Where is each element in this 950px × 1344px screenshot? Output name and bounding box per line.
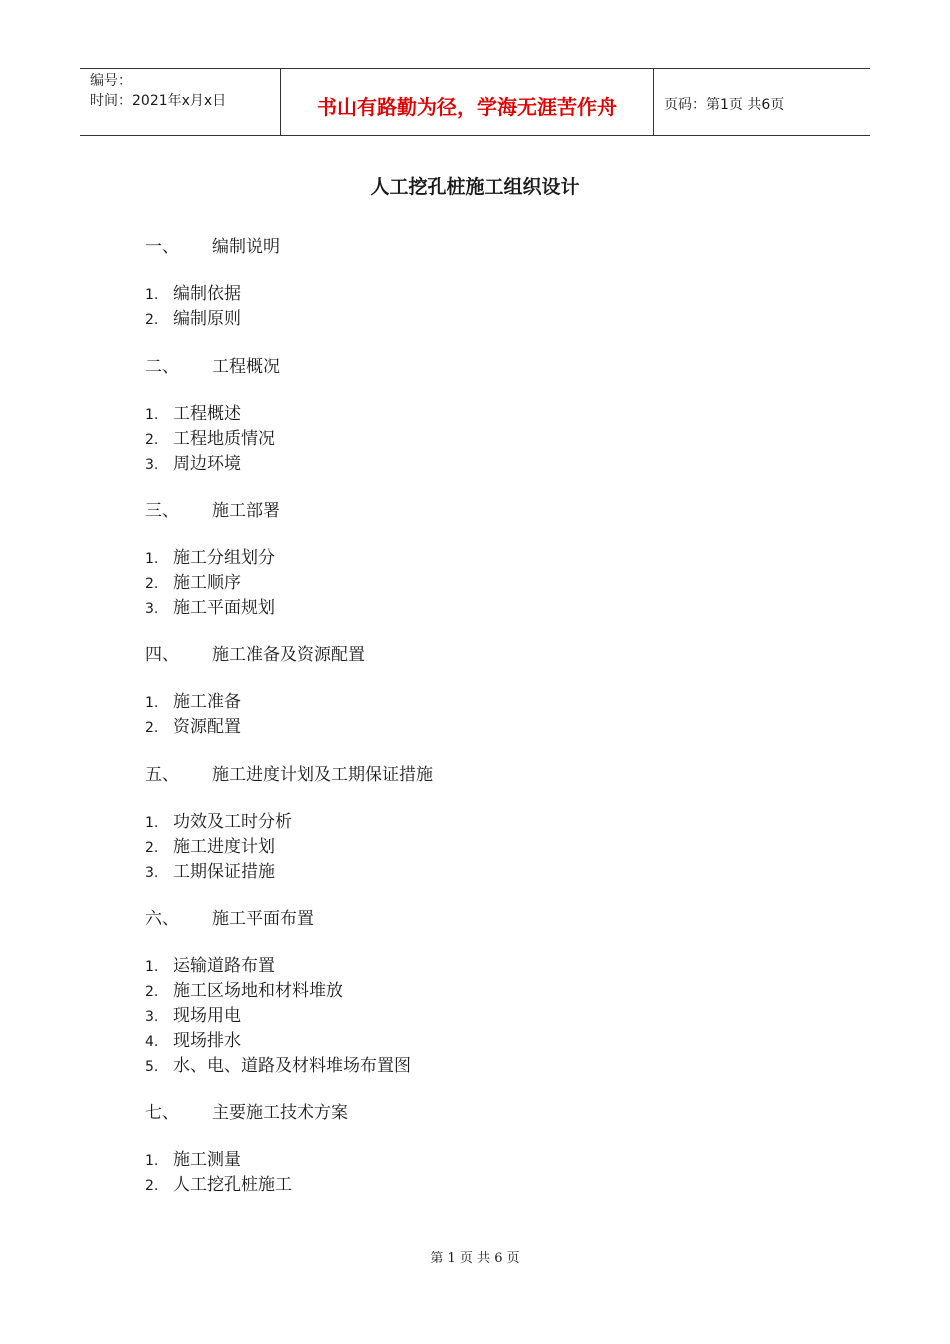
toc-item xyxy=(145,424,275,449)
toc-item-number: 3. xyxy=(145,601,159,617)
header-meta xyxy=(80,69,281,135)
toc-section xyxy=(145,640,365,665)
toc-item-number: 3. xyxy=(145,457,159,473)
toc-item-label: 施工区场地和材料堆放 xyxy=(173,981,343,1001)
toc-item xyxy=(145,1026,241,1051)
document-title: 人工挖孔桩施工组织设计 xyxy=(370,176,580,198)
toc-item-number: 2. xyxy=(145,840,159,856)
toc-item-label: 编制依据 xyxy=(173,284,241,304)
toc-item xyxy=(145,1145,241,1170)
toc-section xyxy=(145,760,433,785)
toc-section-label: 施工准备及资源配置 xyxy=(212,645,365,665)
toc-section xyxy=(145,496,280,521)
toc-item-label: 工程概述 xyxy=(173,404,241,424)
toc-item-number: 2. xyxy=(145,432,159,448)
toc-item xyxy=(145,304,241,329)
toc-section-label: 工程概况 xyxy=(212,357,280,377)
page-footer: 第 1 页 共 6 页 xyxy=(430,1251,520,1266)
toc-section-number: 五、 xyxy=(145,765,179,785)
toc-item-number: 5. xyxy=(145,1059,159,1075)
toc-item xyxy=(145,857,275,882)
toc-section-label: 编制说明 xyxy=(212,237,280,257)
toc-item-number: 1. xyxy=(145,959,159,975)
toc-section-number: 七、 xyxy=(145,1103,179,1123)
toc-item-number: 1. xyxy=(145,695,159,711)
toc-item xyxy=(145,543,275,568)
header-number-label: 编号： xyxy=(90,73,132,89)
toc-item xyxy=(145,951,275,976)
toc-item xyxy=(145,807,292,832)
toc-item-number: 4. xyxy=(145,1034,159,1050)
toc-item-number: 2. xyxy=(145,1178,159,1194)
toc-item-label: 工期保证措施 xyxy=(173,862,275,882)
toc-item-label: 运输道路布置 xyxy=(173,956,275,976)
header-page-label: 页码：第1页 共6页 xyxy=(664,97,785,113)
toc-item xyxy=(145,399,241,424)
toc-section-number: 一、 xyxy=(145,237,179,257)
toc-item xyxy=(145,712,241,737)
toc-item-number: 2. xyxy=(145,984,159,1000)
toc-section-label: 主要施工技术方案 xyxy=(212,1103,348,1123)
toc-item-label: 编制原则 xyxy=(173,309,241,329)
toc-item-label: 工程地质情况 xyxy=(173,429,275,449)
toc-item xyxy=(145,568,241,593)
toc-section-label: 施工进度计划及工期保证措施 xyxy=(212,765,433,785)
toc-item-label: 水、电、道路及材料堆场布置图 xyxy=(173,1056,411,1076)
toc-item-label: 周边环境 xyxy=(173,454,241,474)
toc-item-label: 施工测量 xyxy=(173,1150,241,1170)
toc-section-number: 四、 xyxy=(145,645,179,665)
header-time-label: 时间：2021年x月x日 xyxy=(90,93,227,109)
toc-item xyxy=(145,449,241,474)
document-header xyxy=(80,68,870,136)
toc-section-number: 二、 xyxy=(145,357,179,377)
toc-item-number: 2. xyxy=(145,312,159,328)
toc-item-label: 资源配置 xyxy=(173,717,241,737)
toc-item-label: 现场排水 xyxy=(173,1031,241,1051)
header-slogan: 书山有路勤为径，学海无涯苦作舟 xyxy=(281,69,654,135)
toc-item-number: 1. xyxy=(145,551,159,567)
toc-item-number: 1. xyxy=(145,407,159,423)
toc-item-number: 3. xyxy=(145,1009,159,1025)
toc-section-label: 施工部署 xyxy=(212,501,280,521)
toc-section-label: 施工平面布置 xyxy=(212,909,314,929)
toc-item-label: 施工顺序 xyxy=(173,573,241,593)
toc-item xyxy=(145,593,275,618)
toc-item-number: 1. xyxy=(145,287,159,303)
toc-item-number: 1. xyxy=(145,1153,159,1169)
toc-item-number: 3. xyxy=(145,865,159,881)
toc-section xyxy=(145,232,280,257)
toc-section-number: 六、 xyxy=(145,909,179,929)
toc-item xyxy=(145,1170,292,1195)
toc-item xyxy=(145,1001,241,1026)
toc-item-label: 现场用电 xyxy=(173,1006,241,1026)
toc-item xyxy=(145,832,275,857)
toc-item-label: 施工进度计划 xyxy=(173,837,275,857)
toc-section xyxy=(145,352,280,377)
toc-item-label: 功效及工时分析 xyxy=(173,812,292,832)
toc-item-label: 施工平面规划 xyxy=(173,598,275,618)
toc-item-label: 施工准备 xyxy=(173,692,241,712)
toc-item xyxy=(145,687,241,712)
toc-item-number: 2. xyxy=(145,576,159,592)
toc-item-label: 人工挖孔桩施工 xyxy=(173,1175,292,1195)
toc-section xyxy=(145,904,314,929)
toc-item-number: 2. xyxy=(145,720,159,736)
toc-item xyxy=(145,976,343,1001)
toc-section-number: 三、 xyxy=(145,501,179,521)
toc-section xyxy=(145,1098,348,1123)
toc-item xyxy=(145,279,241,304)
toc-item-label: 施工分组划分 xyxy=(173,548,275,568)
toc-item-number: 1. xyxy=(145,815,159,831)
toc-item xyxy=(145,1051,411,1076)
